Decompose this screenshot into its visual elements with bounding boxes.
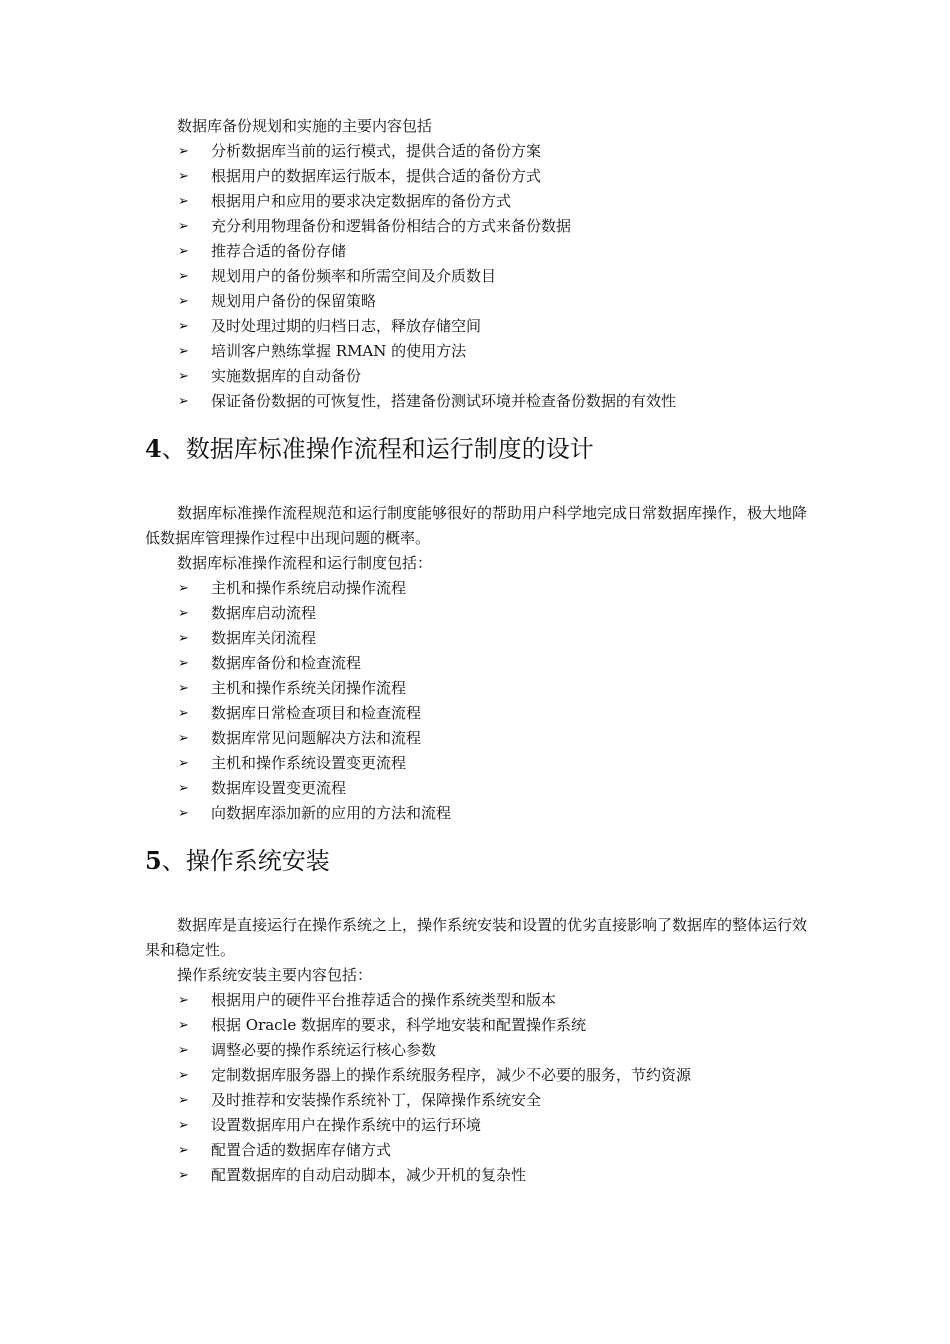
arrow-bullet-icon: ➢ — [178, 1143, 189, 1158]
list-item — [145, 1013, 810, 1038]
list-item-text: 规划用户的备份频率和所需空间及介质数目 — [211, 267, 497, 285]
list-item-text: 数据库备份和检查流程 — [211, 654, 362, 672]
list-item — [145, 801, 810, 826]
list-item-text: 规划用户备份的保留策略 — [211, 292, 377, 310]
arrow-bullet-icon: ➢ — [178, 631, 189, 646]
list-item — [145, 1138, 810, 1163]
section-5-paragraph: 数据库是直接运行在操作系统之上，操作系统安装和设置的优劣直接影响了数据库的整体运行效果和稳定性。 — [145, 916, 808, 959]
list-item-text: 主机和操作系统设置变更流程 — [211, 754, 407, 772]
list-item-text: 充分利用物理备份和逻辑备份相结合的方式来备份数据 — [211, 217, 572, 235]
section-4-intro: 数据库标准操作流程和运行制度包括： — [177, 554, 433, 572]
list-item — [145, 1088, 810, 1113]
list-item — [145, 651, 810, 676]
list-item — [145, 389, 810, 414]
list-item-text: 数据库启动流程 — [211, 604, 317, 622]
arrow-bullet-icon: ➢ — [178, 144, 189, 159]
arrow-bullet-icon: ➢ — [178, 319, 189, 334]
section-4-paragraph: 数据库标准操作流程规范和运行制度能够很好的帮助用户科学地完成日常数据库操作，极大地降低数据库管理操作过程中出现问题的概率。 — [145, 504, 808, 547]
arrow-bullet-icon: ➢ — [178, 706, 189, 721]
list-item-text: 数据库常见问题解决方法和流程 — [211, 729, 422, 747]
arrow-bullet-icon: ➢ — [178, 194, 189, 209]
section-title: 、数据库标准操作流程和运行制度的设计 — [161, 435, 594, 463]
list-item-text: 配置数据库的自动启动脚本，减少开机的复杂性 — [211, 1166, 527, 1184]
document-content — [145, 114, 810, 1188]
list-item — [145, 1113, 810, 1138]
list-item — [145, 214, 810, 239]
arrow-bullet-icon: ➢ — [178, 344, 189, 359]
list-item-text: 推荐合适的备份存储 — [211, 242, 347, 260]
list-item — [145, 139, 810, 164]
arrow-bullet-icon: ➢ — [178, 581, 189, 596]
arrow-bullet-icon: ➢ — [178, 1168, 189, 1183]
list-item — [145, 751, 810, 776]
arrow-bullet-icon: ➢ — [178, 269, 189, 284]
arrow-bullet-icon: ➢ — [178, 656, 189, 671]
list-item-text: 数据库关闭流程 — [211, 629, 317, 647]
section-4-list — [145, 576, 810, 826]
list-item-text: 培训客户熟练掌握 RMAN 的使用方法 — [211, 342, 467, 360]
list-item-text: 及时推荐和安装操作系统补丁，保障操作系统安全 — [211, 1091, 542, 1109]
list-item — [145, 726, 810, 751]
backup-plan-intro: 数据库备份规划和实施的主要内容包括 — [177, 117, 433, 135]
section-4-heading — [145, 434, 810, 464]
list-item — [145, 1063, 810, 1088]
list-item — [145, 289, 810, 314]
list-item — [145, 988, 810, 1013]
list-item-text: 数据库设置变更流程 — [211, 779, 347, 797]
arrow-bullet-icon: ➢ — [178, 806, 189, 821]
list-item — [145, 314, 810, 339]
list-item-text: 根据用户和应用的要求决定数据库的备份方式 — [211, 192, 512, 210]
arrow-bullet-icon: ➢ — [178, 369, 189, 384]
list-item-text: 数据库日常检查项目和检查流程 — [211, 704, 422, 722]
section-5-heading — [145, 846, 810, 876]
arrow-bullet-icon: ➢ — [178, 731, 189, 746]
arrow-bullet-icon: ➢ — [178, 394, 189, 409]
list-item — [145, 164, 810, 189]
arrow-bullet-icon: ➢ — [178, 244, 189, 259]
list-item — [145, 776, 810, 801]
list-item-text: 及时处理过期的归档日志，释放存储空间 — [211, 317, 482, 335]
list-item — [145, 189, 810, 214]
list-item — [145, 264, 810, 289]
list-item — [145, 601, 810, 626]
list-item — [145, 239, 810, 264]
list-item-text: 实施数据库的自动备份 — [211, 367, 362, 385]
arrow-bullet-icon: ➢ — [178, 1118, 189, 1133]
list-item — [145, 339, 810, 364]
list-item-text: 主机和操作系统关闭操作流程 — [211, 679, 407, 697]
section-number: 4 — [145, 434, 162, 463]
list-item — [145, 701, 810, 726]
list-item — [145, 676, 810, 701]
arrow-bullet-icon: ➢ — [178, 1068, 189, 1083]
list-item-text: 根据 Oracle 数据库的要求，科学地安装和配置操作系统 — [211, 1016, 587, 1034]
arrow-bullet-icon: ➢ — [178, 1018, 189, 1033]
section-5-intro: 操作系统安装主要内容包括： — [177, 966, 373, 984]
section-title: 、操作系统安装 — [161, 847, 330, 875]
list-item-text: 配置合适的数据库存储方式 — [211, 1141, 392, 1159]
arrow-bullet-icon: ➢ — [178, 781, 189, 796]
list-item-text: 保证备份数据的可恢复性，搭建备份测试环境并检查备份数据的有效性 — [211, 392, 677, 410]
arrow-bullet-icon: ➢ — [178, 1043, 189, 1058]
arrow-bullet-icon: ➢ — [178, 219, 189, 234]
arrow-bullet-icon: ➢ — [178, 1093, 189, 1108]
list-item-text: 根据用户的数据库运行版本，提供合适的备份方式 — [211, 167, 542, 185]
arrow-bullet-icon: ➢ — [178, 756, 189, 771]
list-item-text: 主机和操作系统启动操作流程 — [211, 579, 407, 597]
list-item-text: 调整必要的操作系统运行核心参数 — [211, 1041, 437, 1059]
section-5-list — [145, 988, 810, 1188]
list-item-text: 设置数据库用户在操作系统中的运行环境 — [211, 1116, 482, 1134]
list-item — [145, 1038, 810, 1063]
list-item — [145, 364, 810, 389]
list-item — [145, 576, 810, 601]
list-item — [145, 1163, 810, 1188]
arrow-bullet-icon: ➢ — [178, 294, 189, 309]
list-item-text: 定制数据库服务器上的操作系统服务程序，减少不必要的服务，节约资源 — [211, 1066, 692, 1084]
list-item-text: 根据用户的硬件平台推荐适合的操作系统类型和版本 — [211, 991, 557, 1009]
arrow-bullet-icon: ➢ — [178, 993, 189, 1008]
section-number: 5 — [145, 846, 162, 875]
list-item-text: 向数据库添加新的应用的方法和流程 — [211, 804, 452, 822]
arrow-bullet-icon: ➢ — [178, 681, 189, 696]
list-item — [145, 626, 810, 651]
arrow-bullet-icon: ➢ — [178, 606, 189, 621]
list-item-text: 分析数据库当前的运行模式，提供合适的备份方案 — [211, 142, 542, 160]
arrow-bullet-icon: ➢ — [178, 169, 189, 184]
backup-plan-list — [145, 139, 810, 414]
